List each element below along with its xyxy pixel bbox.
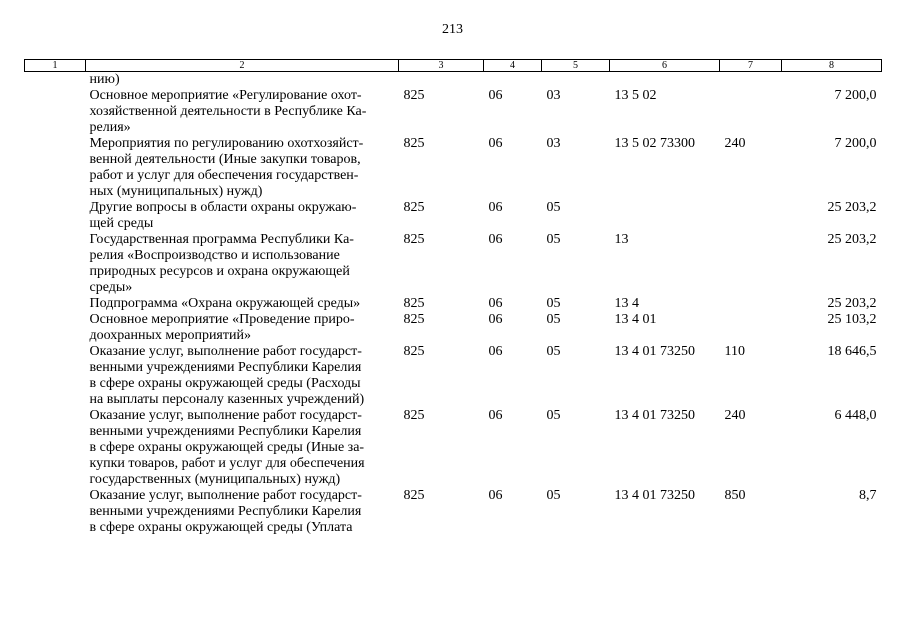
cell-target-article: 13 4 01 [614,312,657,327]
cell-target-article [610,200,720,232]
cell-target-article: 13 5 02 [614,88,657,103]
column-number: 7 [720,60,782,72]
cell-grbs: 825 [403,488,425,503]
cell-col1 [25,88,86,136]
cell-amount: 25 203,2 [827,200,877,215]
cell-name [86,232,399,296]
cell-expense-type [720,88,782,136]
cell-name [86,200,399,232]
column-number: 3 [399,60,484,72]
cell-col1 [25,72,86,89]
table-row [25,344,882,408]
cell-grbs: 825 [403,88,425,103]
cell-expense-type [720,72,782,89]
table-row [25,88,882,136]
name-line: Оказание услуг, выполнение работ государст- [89,344,362,359]
cell-subsection: 05 [546,296,561,311]
cell-grbs: 825 [403,232,425,247]
table-row [25,200,882,232]
cell-name [86,312,399,344]
cell-section: 06 [488,296,503,311]
cell-target-article: 13 5 02 73300 [614,136,695,151]
cell-target-article: 13 [614,232,629,247]
cell-subsection: 05 [546,408,561,423]
name-line: венными учреждениями Республики Карелия [89,504,362,519]
name-line: венными учреждениями Республики Карелия [89,360,362,375]
name-line: Мероприятия по регулированию охотхозяйст- [89,136,364,151]
cell-col1 [25,232,86,296]
cell-subsection [542,72,610,89]
cell-subsection: 05 [546,344,561,359]
name-line: Основное мероприятие «Регулирование охот- [89,88,362,103]
cell-expense-type [720,312,782,344]
name-line: работ и услуг для обеспечения государствен- [89,168,359,183]
cell-col1 [25,344,86,408]
cell-expense-type [720,200,782,232]
cell-amount: 7 200,0 [834,88,877,103]
cell-expense-type: 110 [724,344,745,359]
cell-section: 06 [488,136,503,151]
table-row [25,136,882,200]
cell-target-article: 13 4 [614,296,639,311]
cell-amount: 25 203,2 [827,232,877,247]
name-line: Основное мероприятие «Проведение приро- [89,312,355,327]
name-line: ных (муниципальных) нужд) [89,184,263,199]
name-line: среды» [89,280,133,295]
cell-section: 06 [488,200,503,215]
cell-amount: 8,7 [859,488,877,503]
cell-section: 06 [488,408,503,423]
cell-expense-type: 850 [724,488,746,503]
column-number: 5 [542,60,610,72]
name-line: на выплаты персоналу казенных учреждений) [89,392,365,407]
cell-col1 [25,312,86,344]
cell-subsection: 05 [546,200,561,215]
cell-grbs: 825 [403,296,425,311]
cell-grbs: 825 [403,344,425,359]
cell-col1 [25,408,86,488]
column-number: 6 [610,60,720,72]
name-line: щей среды [89,216,154,231]
cell-name [86,72,399,89]
column-number: 4 [484,60,542,72]
cell-section: 06 [488,232,503,247]
cell-section: 06 [488,488,503,503]
cell-expense-type: 240 [724,136,746,151]
name-line: венной деятельности (Иные закупки товаров, [89,152,361,167]
table-row [25,232,882,296]
name-line: Оказание услуг, выполнение работ государст- [89,408,362,423]
column-number-row [25,60,882,72]
page-number: 213 [442,22,463,37]
name-line: релия «Воспроизводство и использование [89,248,340,263]
table-header [25,60,882,72]
name-line: природных ресурсов и охрана окружающей [89,264,350,279]
name-line: купки товаров, работ и услуг для обеспечения [89,456,365,471]
cell-section [484,72,542,89]
cell-section: 06 [488,312,503,327]
cell-name [86,344,399,408]
cell-grbs: 825 [403,200,425,215]
cell-grbs: 825 [403,408,425,423]
cell-expense-type [720,232,782,296]
name-line: государственных (муниципальных) нужд) [89,472,341,487]
column-number: 1 [25,60,86,72]
name-line: хозяйственной деятельности в Республике Ка- [89,104,367,119]
cell-subsection: 03 [546,88,561,103]
name-line: релия» [89,120,131,135]
cell-col1 [25,488,86,536]
table-body [25,72,882,537]
cell-section: 06 [488,344,503,359]
table-row [25,296,882,312]
cell-subsection: 05 [546,312,561,327]
cell-col1 [25,200,86,232]
name-line: Подпрограмма «Охрана окружающей среды» [89,296,361,311]
column-number: 2 [86,60,399,72]
cell-name [86,296,399,312]
name-line: доохранных мероприятий» [89,328,251,343]
cell-expense-type [720,296,782,312]
name-line: в сфере охраны окружающей среды (Иные за- [89,440,365,455]
cell-col1 [25,296,86,312]
table-row [25,488,882,536]
name-line: Другие вопросы в области охраны окружаю- [89,200,357,215]
name-line: венными учреждениями Республики Карелия [89,424,362,439]
cell-amount: 18 646,5 [827,344,877,359]
name-line: Государственная программа Республики Ка- [89,232,354,247]
table-row [25,72,882,89]
cell-target-article: 13 4 01 73250 [614,344,695,359]
cell-name [86,488,399,536]
cell-amount: 6 448,0 [834,408,877,423]
cell-subsection: 05 [546,488,561,503]
name-line: в сфере охраны окружающей среды (Уплата [89,520,353,535]
cell-amount: 25 203,2 [827,296,877,311]
name-line: нию) [89,72,120,87]
cell-grbs: 825 [403,312,425,327]
name-line: в сфере охраны окружающей среды (Расходы [89,376,361,391]
table-row [25,408,882,488]
cell-target-article: 13 4 01 73250 [614,408,695,423]
cell-amount: 7 200,0 [834,136,877,151]
cell-grbs [399,72,484,89]
cell-name [86,136,399,200]
cell-target-article: 13 4 01 73250 [614,488,695,503]
cell-name [86,408,399,488]
cell-amount [782,72,882,89]
cell-expense-type: 240 [724,408,746,423]
table-row [25,312,882,344]
cell-col1 [25,136,86,200]
cell-name [86,88,399,136]
cell-section: 06 [488,88,503,103]
column-number: 8 [782,60,882,72]
name-line: Оказание услуг, выполнение работ государст- [89,488,362,503]
cell-target-article [610,72,720,89]
budget-table [24,59,882,536]
cell-amount: 25 103,2 [827,312,877,327]
cell-subsection: 03 [546,136,561,151]
cell-grbs: 825 [403,136,425,151]
cell-subsection: 05 [546,232,561,247]
